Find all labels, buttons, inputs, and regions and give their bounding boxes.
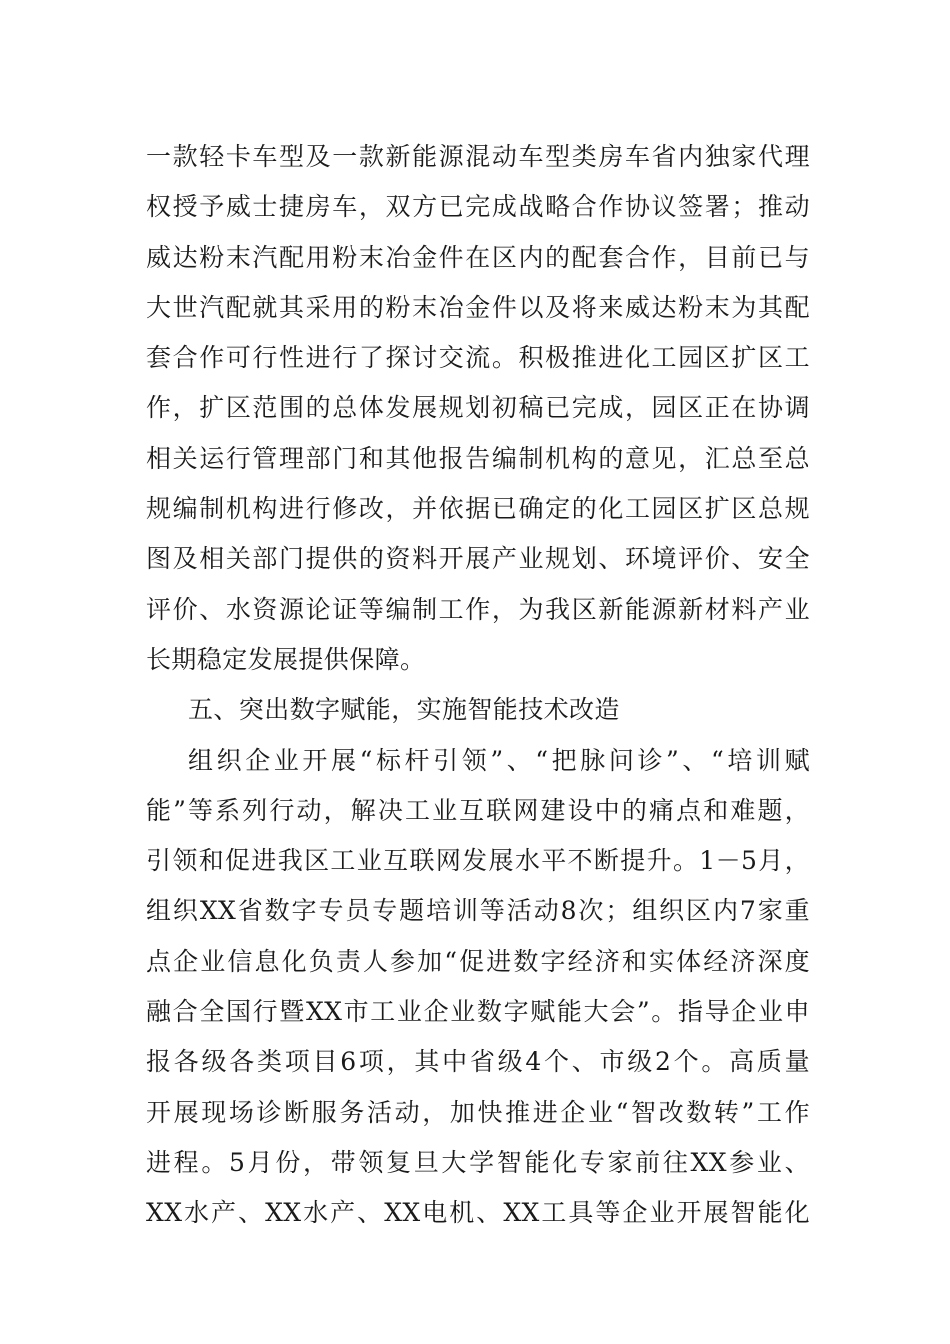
text-line: 规编制机构进行修改，并依据已确定的化工园区扩区总规 bbox=[146, 494, 810, 524]
text-line: 威达粉末汽配用粉末冶金件在区内的配套合作，目前已与 bbox=[146, 242, 810, 272]
text-line: 图及相关部门提供的资料开展产业规划、环境评价、安全 bbox=[146, 544, 810, 574]
text-line: 开展现场诊断服务活动，加快推进企业“智改数转”工作 bbox=[146, 1097, 810, 1127]
text-line: 权授予威士捷房车，双方已完成战略合作协议签署；推动 bbox=[146, 192, 810, 222]
text-line: 点企业信息化负责人参加“促进数字经济和实体经济深度 bbox=[146, 946, 810, 976]
text-line: 相关运行管理部门和其他报告编制机构的意见，汇总至总 bbox=[146, 443, 810, 473]
text-line: 组织企业开展“标杆引领”、“把脉问诊”、“培训赋 bbox=[188, 745, 810, 775]
text-line: 报各级各类项目6项，其中省级4个、市级2个。高质量 bbox=[146, 1047, 810, 1077]
text-line: 引领和促进我区工业互联网发展水平不断提升。1－5月， bbox=[146, 846, 810, 876]
text-line: 评价、水资源论证等编制工作，为我区新能源新材料产业 bbox=[146, 594, 810, 624]
text-line: 大世汽配就其采用的粉末冶金件以及将来威达粉末为其配 bbox=[146, 292, 810, 322]
text-line: XX水产、XX水产、XX电机、XX工具等企业开展智能化 bbox=[146, 1198, 810, 1228]
text-line: 作，扩区范围的总体发展规划初稿已完成，园区正在协调 bbox=[146, 393, 810, 423]
text-line: 进程。5月份，带领复旦大学智能化专家前往XX参业、 bbox=[146, 1147, 810, 1177]
text-line: 组织XX省数字专员专题培训等活动8次；组织区内7家重 bbox=[146, 896, 810, 926]
section-heading: 五、突出数字赋能，实施智能技术改造 bbox=[188, 695, 620, 725]
text-line: 一款轻卡车型及一款新能源混动车型类房车省内独家代理 bbox=[146, 142, 810, 171]
text-line: 长期稳定发展提供保障。 bbox=[146, 644, 426, 674]
body-text bbox=[146, 132, 810, 1239]
text-line: 套合作可行性进行了探讨交流。积极推进化工园区扩区工 bbox=[146, 343, 810, 373]
text-line: 能”等系列行动，解决工业互联网建设中的痛点和难题， bbox=[146, 795, 810, 825]
text-line: 融合全国行暨XX市工业企业数字赋能大会”。指导企业申 bbox=[146, 997, 810, 1027]
